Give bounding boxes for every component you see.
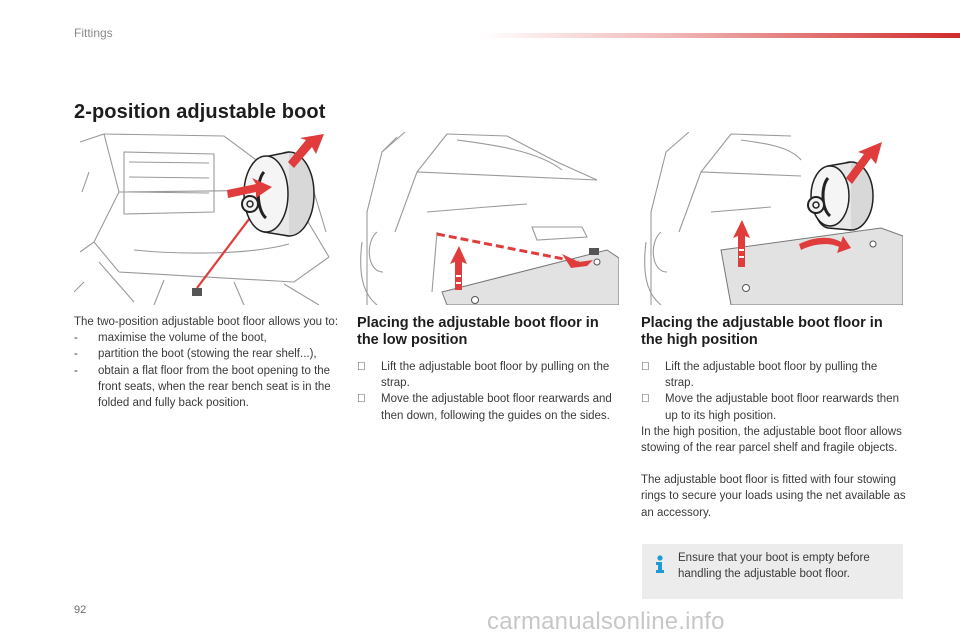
low-position-heading: Placing the adjustable boot floor in the low position bbox=[357, 315, 599, 348]
low-position-illustration bbox=[357, 132, 619, 305]
high-position-heading: Placing the adjustable boot floor in the high position bbox=[641, 315, 883, 348]
info-icon bbox=[654, 555, 666, 573]
intro-column bbox=[74, 314, 340, 411]
list-item bbox=[357, 359, 623, 391]
note-text: Ensure that your boot is empty before handling the adjustable boot floor. bbox=[678, 552, 870, 581]
list-item bbox=[74, 346, 340, 362]
list-item bbox=[641, 359, 907, 391]
step-text: Move the adjustable boot floor rearwards and then down, following the guides on the sides. bbox=[381, 393, 612, 422]
page-number: 92 bbox=[74, 604, 87, 616]
section-title: Fittings bbox=[74, 26, 113, 40]
step-marker bbox=[357, 391, 381, 423]
bullet-text: partition the boot (stowing the rear shelf...), bbox=[98, 348, 317, 361]
info-note bbox=[642, 544, 903, 599]
intro-text: The two-position adjustable boot floor allows you to: bbox=[74, 316, 339, 328]
bullet-marker: - bbox=[74, 364, 78, 377]
watermark: carmanualsonline.info bbox=[487, 608, 725, 635]
step-text: Lift the adjustable boot floor by pulling on the strap. bbox=[381, 361, 610, 390]
step-marker bbox=[641, 359, 665, 391]
bullet-marker: - bbox=[74, 348, 78, 361]
step-marker bbox=[357, 359, 381, 391]
step-marker bbox=[641, 391, 665, 423]
high-position-column bbox=[641, 315, 907, 521]
boot-strap-illustration bbox=[74, 132, 336, 305]
bullet-text: maximise the volume of the boot, bbox=[98, 332, 267, 345]
bullet-text: obtain a flat floor from the boot opening to the front seats, when the rear bench seat is in the folded and fully back position. bbox=[98, 364, 331, 410]
list-item bbox=[74, 330, 340, 346]
page-title: 2-position adjustable boot bbox=[74, 101, 326, 123]
bullet-marker: - bbox=[74, 332, 78, 345]
stowing-rings-paragraph: The adjustable boot floor is fitted with four stowing rings to secure your loads using the net available as an accessory. bbox=[641, 474, 906, 519]
list-item bbox=[74, 363, 340, 412]
high-position-illustration bbox=[641, 132, 903, 305]
step-text: Move the adjustable boot floor rearwards then up to its high position. bbox=[665, 393, 899, 422]
header-accent-bar bbox=[480, 33, 960, 38]
low-position-column bbox=[357, 315, 623, 424]
list-item bbox=[641, 391, 907, 423]
list-item bbox=[357, 391, 623, 423]
high-position-paragraph: In the high position, the adjustable boot floor allows stowing of the rear parcel shelf and fragile objects. bbox=[641, 425, 902, 455]
step-text: Lift the adjustable boot floor by pulling the strap. bbox=[665, 361, 878, 390]
